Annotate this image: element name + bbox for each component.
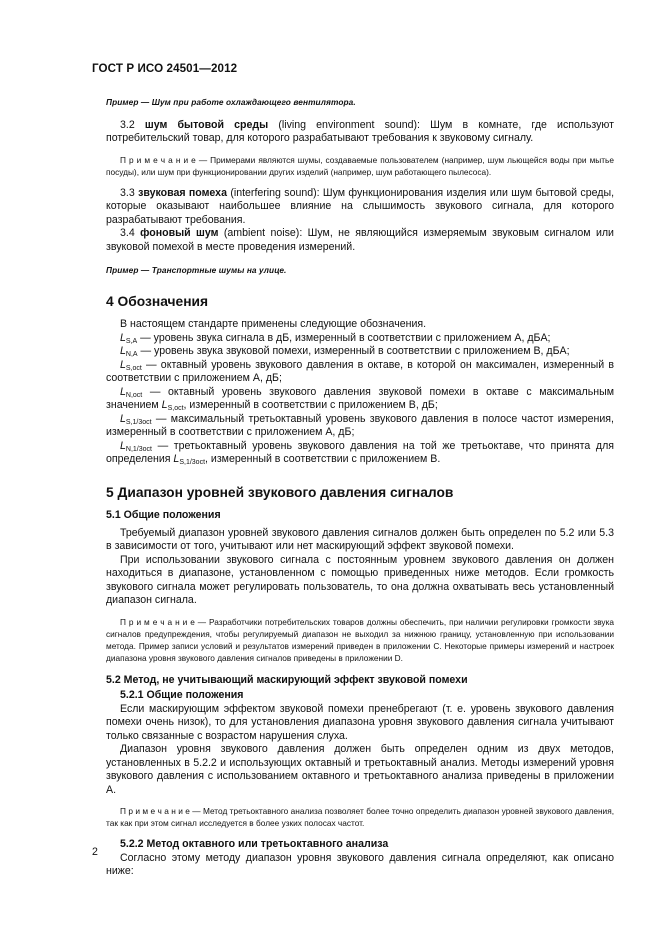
note-volume-control: П р и м е ч а н и е — Разработчики потребительских товаров должны обеспечить, при наличии регулировки громкости звука сигналов предупреждения, чтобы регулируемый диапазон не выходил за нижнюю границу, установленную при использовании метода. Пример записи условий и результатов измерений приведен в приложении С. Некоторые примеры измерений и настроек диапазона уровня звукового давления сигналов приведены в приложении D.	[106, 616, 614, 663]
note-third-octave: П р и м е ч а н и е — Метод третьоктавного анализа позволяет более точно определить диапазон уровней звукового давления, так как при этом сигнал исследуется в более узких полосах частот.	[106, 806, 614, 828]
section-5-2-title: 5.2 Метод, не учитывающий маскирующий эффект звуковой помехи	[106, 673, 468, 686]
symbol-ln-a: $L_{N,A}$ — уровень звука звуковой помехи, измеренный в соответствии с приложением В, дБA;	[120, 345, 570, 358]
section-5-2-1-para-1: Если маскирующим эффектом звуковой помехи пренебрегают (т. е. уровень звукового давления помехи очень низок), то для установления диапазона уровня звукового давления сигнала учитывают только связанные с возрастом нарушения слуха.	[106, 702, 614, 742]
document-header: ГОСТ Р ИСО 24501—2012	[92, 62, 238, 75]
example-traffic: Пример — Транспортные шумы на улице.	[106, 265, 287, 275]
symbol-ls-third-oct: $L_{S,1/3oct}$ — максимальный третьоктавный уровень звукового давления в полосе частот измерения, измеренный в соответствии с приложением А, дБ;	[106, 412, 614, 438]
section-5-2-2-para-1: Согласно этому методу диапазон уровня звукового давления сигнала определяют, как описано ниже:	[106, 851, 614, 877]
document-body	[106, 96, 614, 879]
section-5-title: 5 Диапазон уровней звукового давления сигналов	[106, 484, 454, 500]
section-5-2-1-para-2: Диапазон уровня звукового давления должен быть определен одним из двух методов, установленных в 5.2.2 и использующих октавный и третьоктавный анализ. Методы измерений уровня звукового давления с использованием октавного и третьоктавного анализа приведены в приложении А.	[106, 743, 614, 796]
section-5-1-title: 5.1 Общие положения	[106, 509, 221, 521]
section-4-title: 4 Обозначения	[106, 293, 209, 309]
term-3-2: 3.2 шум бытовой среды (living environment sound): Шум в комнате, где используют потребительский товар, для которого разрабатывают требования к звуковому сигналу.	[106, 118, 614, 144]
section-5-1-para-2: При использовании звукового сигнала с постоянным уровнем звукового давления он должен находиться в диапазоне, установленном с помощью приведенных ниже методов. Если громкость звукового сигнала может регулировать пользователь, то она должна охватывать весь установленный диапазон сигнала.	[106, 553, 614, 606]
symbol-ln-third-oct: $L_{N,1/3oct}$ — третьоктавный уровень звукового давления на той же третьоктаве, что принята для определения $L_{S,1/3oct}$, измеренный в соответствии с приложением В.	[106, 439, 614, 466]
section-4-intro: В настоящем стандарте применены следующие обозначения.	[120, 318, 427, 330]
note-living-sound: П р и м е ч а н и е — Примерами являются шумы, создаваемые пользователем (например, шум льющейся воды при мытье посуды), или шум при функционировании других изделий (например, шум работающего пылесоса).	[106, 154, 614, 177]
example-fan: Пример — Шум при работе охлаждающего вентилятора.	[106, 97, 356, 107]
section-5-1-para-1: Требуемый диапазон уровней звукового давления сигналов должен быть определен по 5.2 или 5.3 в зависимости от того, учитывают или нет маскирующий эффект звуковой помехи.	[106, 526, 614, 552]
page-number: 2	[92, 846, 98, 858]
section-5-2-2-title: 5.2.2 Метод октавного или третьоктавного анализа	[120, 838, 389, 850]
symbol-ls-oct: $L_{S,oct}$ — октавный уровень звукового давления в октаве, в которой он максимален, измеренный в соответствии с приложением А, дБ;	[106, 358, 614, 384]
symbol-ln-oct: $L_{N,oct}$ — октавный уровень звукового давления звуковой помехи в октаве с максимальным значением $L_{S,oct}$, измеренный в соответствии с приложением В, дБ;	[106, 385, 614, 412]
symbol-ls-a: $L_{S,A}$ — уровень звука сигнала в дБ, измеренный в соответствии с приложением А, дБA;	[120, 331, 551, 345]
section-5-2-1-title: 5.2.1 Общие положения	[120, 689, 244, 701]
term-3-3: 3.3 звуковая помеха (interfering sound): Шум функционирования изделия или шум бытовой среды, которые оказывают наибольшее влияние на слышимость звукового сигнала, для которого разрабатывают требования.	[106, 186, 615, 226]
term-3-4: 3.4 фоновый шум (ambient noise): Шум, не являющийся измеряемым звуковым сигналом или звуковой помехой в месте проведения измерений.	[106, 227, 614, 253]
